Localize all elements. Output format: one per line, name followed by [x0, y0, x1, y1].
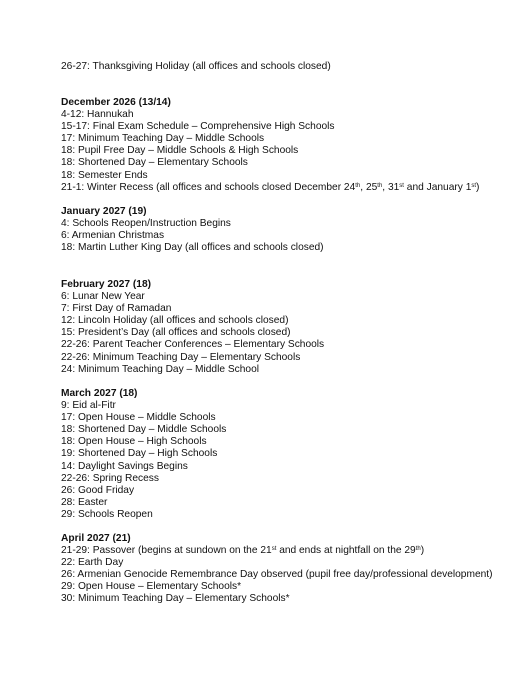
february-section	[61, 279, 501, 376]
december-section	[61, 97, 501, 194]
list-item: 17: Minimum Teaching Day – Middle Schools	[61, 133, 265, 145]
list-item: 4: Schools Reopen/Instruction Begins	[61, 218, 231, 230]
text-segment: and January 1	[403, 181, 472, 193]
ordinal-suffix: th	[415, 546, 421, 553]
list-item: 4-12: Hannukah	[61, 109, 134, 121]
thanksgiving-section	[61, 61, 501, 73]
ordinal-suffix: th	[355, 182, 361, 189]
list-item: 15: President’s Day (all offices and schools closed)	[61, 327, 291, 339]
list-item: 22-26: Minimum Teaching Day – Elementary Schools	[61, 351, 301, 363]
list-item: 6: Armenian Christmas	[61, 230, 165, 242]
list-item-winter-recess	[61, 182, 501, 194]
text-segment: and ends at nightfall on the 29	[276, 545, 416, 557]
section-heading: April 2027 (21)	[61, 533, 131, 544]
text-segment: 21-29: Passover (begins at sundown on the 21	[61, 545, 272, 557]
january-section	[61, 206, 501, 254]
section-heading: February 2027 (18)	[61, 279, 152, 290]
list-item-passover	[61, 545, 501, 557]
text-segment: , 25	[360, 181, 378, 193]
list-item: 26-27: Thanksgiving Holiday (all offices and schools closed)	[61, 61, 331, 72]
section-heading: January 2027 (19)	[61, 206, 147, 217]
list-item: 12: Lincoln Holiday (all offices and schools closed)	[61, 315, 289, 327]
ordinal-suffix: th	[377, 182, 383, 189]
list-item: 18: Semester Ends	[61, 169, 148, 181]
april-section	[61, 533, 501, 606]
list-item: 22: Earth Day	[61, 557, 124, 569]
list-item: 18: Pupil Free Day – Middle Schools & High Schools	[61, 145, 299, 157]
text-segment: , 31	[382, 181, 400, 193]
ordinal-suffix: st	[399, 182, 404, 189]
list-item: 14: Daylight Savings Begins	[61, 460, 188, 472]
text-segment: )	[476, 181, 480, 193]
ordinal-suffix: st	[271, 546, 277, 553]
ordinal-suffix: st	[471, 182, 477, 189]
text-segment: 21-1: Winter Recess (all offices and schools closed December 24	[61, 181, 356, 193]
list-item: 15-17: Final Exam Schedule – Comprehensive High Schools	[61, 121, 335, 133]
list-item: 26: Armenian Genocide Remembrance Day observed (pupil free day/professional development)	[61, 569, 493, 581]
list-item: 9: Eid al-Fitr	[61, 400, 116, 412]
section-heading: March 2027 (18)	[61, 388, 138, 399]
list-item: 19: Shortened Day – High Schools	[61, 448, 218, 460]
list-item: 18: Martin Luther King Day (all offices and schools closed)	[61, 242, 324, 254]
text-segment: )	[420, 545, 425, 557]
list-item: 29: Schools Reopen	[61, 508, 153, 520]
list-item: 29: Open House – Elementary Schools*	[61, 581, 242, 593]
march-section	[61, 388, 501, 521]
list-item: 18: Open House – High Schools	[61, 436, 207, 448]
list-item: 18: Shortened Day – Elementary Schools	[61, 157, 248, 169]
list-item: 7: First Day of Ramadan	[61, 303, 172, 315]
list-item: 22-26: Parent Teacher Conferences – Elementary Schools	[61, 339, 325, 351]
list-item: 22-26: Spring Recess	[61, 472, 159, 484]
list-item: 28: Easter	[61, 496, 108, 508]
list-item: 26: Good Friday	[61, 484, 135, 496]
list-item: 24: Minimum Teaching Day – Middle School	[61, 363, 259, 375]
list-item: 17: Open House – Middle Schools	[61, 412, 216, 424]
list-item: 30: Minimum Teaching Day – Elementary Schools*	[61, 593, 290, 605]
list-item: 18: Shortened Day – Middle Schools	[61, 424, 227, 436]
section-heading: December 2026 (13/14)	[61, 97, 171, 108]
list-item: 6: Lunar New Year	[61, 291, 145, 303]
